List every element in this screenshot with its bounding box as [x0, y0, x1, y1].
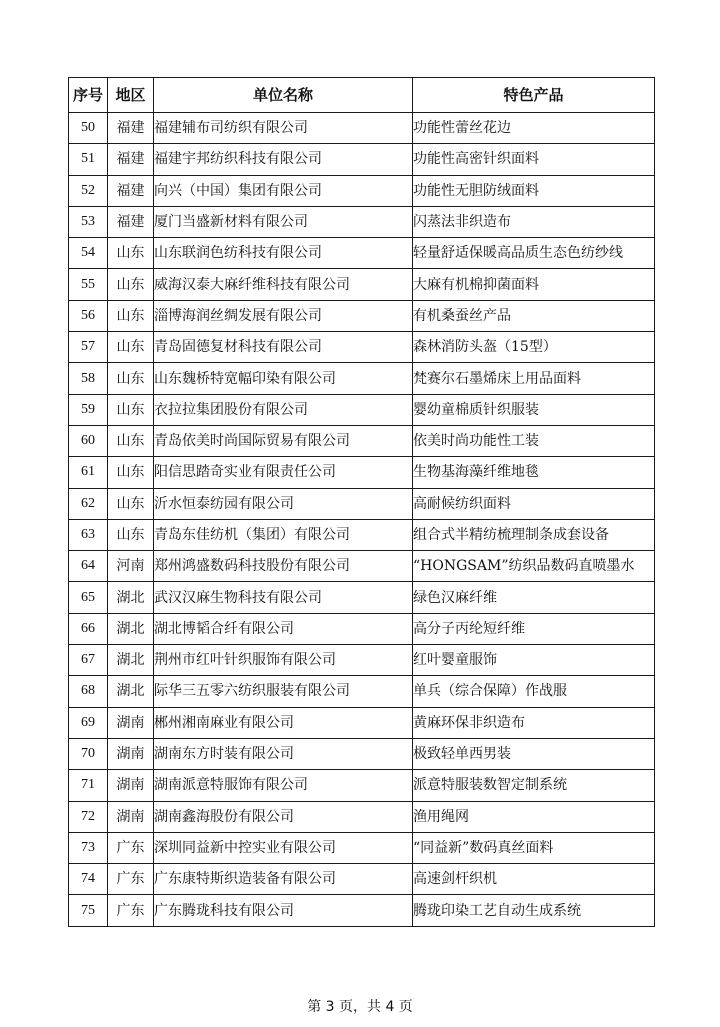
table-row: [69, 613, 655, 644]
table-row: [69, 519, 655, 550]
unit-name-cell: 青岛东佳纺机（集团）有限公司: [154, 519, 413, 550]
product-cell: 腾珑印染工艺自动生成系统: [413, 895, 655, 926]
row-number-cell: 55: [69, 269, 108, 300]
table-row: [69, 832, 655, 863]
product-cell: 大麻有机棉抑菌面料: [413, 269, 655, 300]
product-cell: 高耐候纺织面料: [413, 488, 655, 519]
product-cell: 极致轻单西男装: [413, 738, 655, 769]
region-cell: 湖南: [108, 707, 154, 738]
table-row: [69, 801, 655, 832]
product-cell: 渔用绳网: [413, 801, 655, 832]
unit-name-cell: 湖南派意特服饰有限公司: [154, 770, 413, 801]
unit-name-cell: 湖北博韬合纤有限公司: [154, 613, 413, 644]
region-cell: 福建: [108, 144, 154, 175]
table-row: [69, 113, 655, 144]
unit-name-cell: 湖南鑫海股份有限公司: [154, 801, 413, 832]
unit-name-cell: 郑州鸿盛数码科技股份有限公司: [154, 551, 413, 582]
product-cell: “HONGSAM”纺织品数码直喷墨水: [413, 551, 655, 582]
table-row: [69, 738, 655, 769]
region-cell: 湖南: [108, 801, 154, 832]
region-cell: 湖北: [108, 645, 154, 676]
region-cell: 福建: [108, 175, 154, 206]
unit-name-cell: 湖南东方时装有限公司: [154, 738, 413, 769]
row-number-cell: 60: [69, 425, 108, 456]
region-cell: 山东: [108, 457, 154, 488]
product-cell: 功能性蕾丝花边: [413, 113, 655, 144]
table-row: [69, 676, 655, 707]
region-cell: 湖北: [108, 582, 154, 613]
region-cell: 山东: [108, 519, 154, 550]
header-product: 特色产品: [413, 78, 655, 113]
unit-name-cell: 厦门当盛新材料有限公司: [154, 206, 413, 237]
unit-name-cell: 青岛依美时尚国际贸易有限公司: [154, 425, 413, 456]
product-cell: 婴幼童棉质针织服装: [413, 394, 655, 425]
table-row: [69, 707, 655, 738]
row-number-cell: 68: [69, 676, 108, 707]
row-number-cell: 64: [69, 551, 108, 582]
table-row: [69, 457, 655, 488]
table-row: [69, 895, 655, 926]
unit-name-cell: 郴州湘南麻业有限公司: [154, 707, 413, 738]
table-row: [69, 238, 655, 269]
enterprise-list-table: [68, 77, 655, 927]
header-unit: 单位名称: [154, 78, 413, 113]
product-cell: “同益新”数码真丝面料: [413, 832, 655, 863]
table-row: [69, 425, 655, 456]
product-cell: 红叶婴童服饰: [413, 645, 655, 676]
region-cell: 山东: [108, 269, 154, 300]
product-cell: 有机桑蚕丝产品: [413, 300, 655, 331]
unit-name-cell: 深圳同益新中控实业有限公司: [154, 832, 413, 863]
unit-name-cell: 青岛固德复材科技有限公司: [154, 332, 413, 363]
product-cell: 高分子丙纶短纤维: [413, 613, 655, 644]
region-cell: 山东: [108, 332, 154, 363]
unit-name-cell: 淄博海润丝绸发展有限公司: [154, 300, 413, 331]
unit-name-cell: 沂水恒泰纺园有限公司: [154, 488, 413, 519]
unit-name-cell: 威海汉泰大麻纤维科技有限公司: [154, 269, 413, 300]
table-row: [69, 770, 655, 801]
region-cell: 福建: [108, 206, 154, 237]
region-cell: 广东: [108, 895, 154, 926]
header-no: 序号: [69, 78, 108, 113]
product-cell: 依美时尚功能性工装: [413, 425, 655, 456]
product-cell: 闪蒸法非织造布: [413, 206, 655, 237]
row-number-cell: 56: [69, 300, 108, 331]
row-number-cell: 59: [69, 394, 108, 425]
row-number-cell: 65: [69, 582, 108, 613]
row-number-cell: 63: [69, 519, 108, 550]
table-row: [69, 582, 655, 613]
table-row: [69, 269, 655, 300]
row-number-cell: 73: [69, 832, 108, 863]
region-cell: 湖南: [108, 738, 154, 769]
unit-name-cell: 福建宇邦纺织科技有限公司: [154, 144, 413, 175]
product-cell: 绿色汉麻纤维: [413, 582, 655, 613]
region-cell: 湖北: [108, 676, 154, 707]
unit-name-cell: 山东魏桥特宽幅印染有限公司: [154, 363, 413, 394]
row-number-cell: 53: [69, 206, 108, 237]
table-row: [69, 175, 655, 206]
row-number-cell: 71: [69, 770, 108, 801]
row-number-cell: 50: [69, 113, 108, 144]
unit-name-cell: 阳信思踏奇实业有限责任公司: [154, 457, 413, 488]
row-number-cell: 61: [69, 457, 108, 488]
row-number-cell: 66: [69, 613, 108, 644]
unit-name-cell: 福建辅布司纺织有限公司: [154, 113, 413, 144]
table-row: [69, 864, 655, 895]
product-cell: 功能性无胆防绒面料: [413, 175, 655, 206]
table-body: [69, 113, 655, 927]
region-cell: 湖南: [108, 770, 154, 801]
row-number-cell: 70: [69, 738, 108, 769]
row-number-cell: 72: [69, 801, 108, 832]
row-number-cell: 51: [69, 144, 108, 175]
region-cell: 湖北: [108, 613, 154, 644]
row-number-cell: 62: [69, 488, 108, 519]
product-cell: 组合式半精纺梳理制条成套设备: [413, 519, 655, 550]
region-cell: 山东: [108, 394, 154, 425]
table-row: [69, 300, 655, 331]
region-cell: 广东: [108, 864, 154, 895]
unit-name-cell: 荆州市红叶针织服饰有限公司: [154, 645, 413, 676]
unit-name-cell: 衣拉拉集团股份有限公司: [154, 394, 413, 425]
product-cell: 轻量舒适保暖高品质生态色纺纱线: [413, 238, 655, 269]
row-number-cell: 69: [69, 707, 108, 738]
row-number-cell: 67: [69, 645, 108, 676]
table-row: [69, 645, 655, 676]
row-number-cell: 75: [69, 895, 108, 926]
table-row: [69, 488, 655, 519]
table-row: [69, 332, 655, 363]
region-cell: 山东: [108, 238, 154, 269]
region-cell: 山东: [108, 425, 154, 456]
row-number-cell: 58: [69, 363, 108, 394]
region-cell: 山东: [108, 363, 154, 394]
region-cell: 福建: [108, 113, 154, 144]
product-cell: 梵赛尔石墨烯床上用品面料: [413, 363, 655, 394]
table-row: [69, 551, 655, 582]
unit-name-cell: 际华三五零六纺织服装有限公司: [154, 676, 413, 707]
page-number: 第 3 页，共 4 页: [307, 999, 413, 1015]
product-cell: 森林消防头盔（15型）: [413, 332, 655, 363]
row-number-cell: 57: [69, 332, 108, 363]
product-cell: 功能性高密针织面料: [413, 144, 655, 175]
unit-name-cell: 向兴（中国）集团有限公司: [154, 175, 413, 206]
region-cell: 广东: [108, 832, 154, 863]
row-number-cell: 74: [69, 864, 108, 895]
region-cell: 河南: [108, 551, 154, 582]
table-row: [69, 206, 655, 237]
row-number-cell: 54: [69, 238, 108, 269]
unit-name-cell: 广东康特斯织造装备有限公司: [154, 864, 413, 895]
product-cell: 高速剑杆织机: [413, 864, 655, 895]
table-row: [69, 144, 655, 175]
row-number-cell: 52: [69, 175, 108, 206]
region-cell: 山东: [108, 300, 154, 331]
table-header-row: [69, 78, 655, 113]
header-region: 地区: [108, 78, 154, 113]
product-cell: 派意特服装数智定制系统: [413, 770, 655, 801]
table-row: [69, 363, 655, 394]
product-cell: 生物基海藻纤维地毯: [413, 457, 655, 488]
table-row: [69, 394, 655, 425]
region-cell: 山东: [108, 488, 154, 519]
product-cell: 单兵（综合保障）作战服: [413, 676, 655, 707]
unit-name-cell: 武汉汉麻生物科技有限公司: [154, 582, 413, 613]
unit-name-cell: 山东联润色纺科技有限公司: [154, 238, 413, 269]
product-cell: 黄麻环保非织造布: [413, 707, 655, 738]
unit-name-cell: 广东腾珑科技有限公司: [154, 895, 413, 926]
